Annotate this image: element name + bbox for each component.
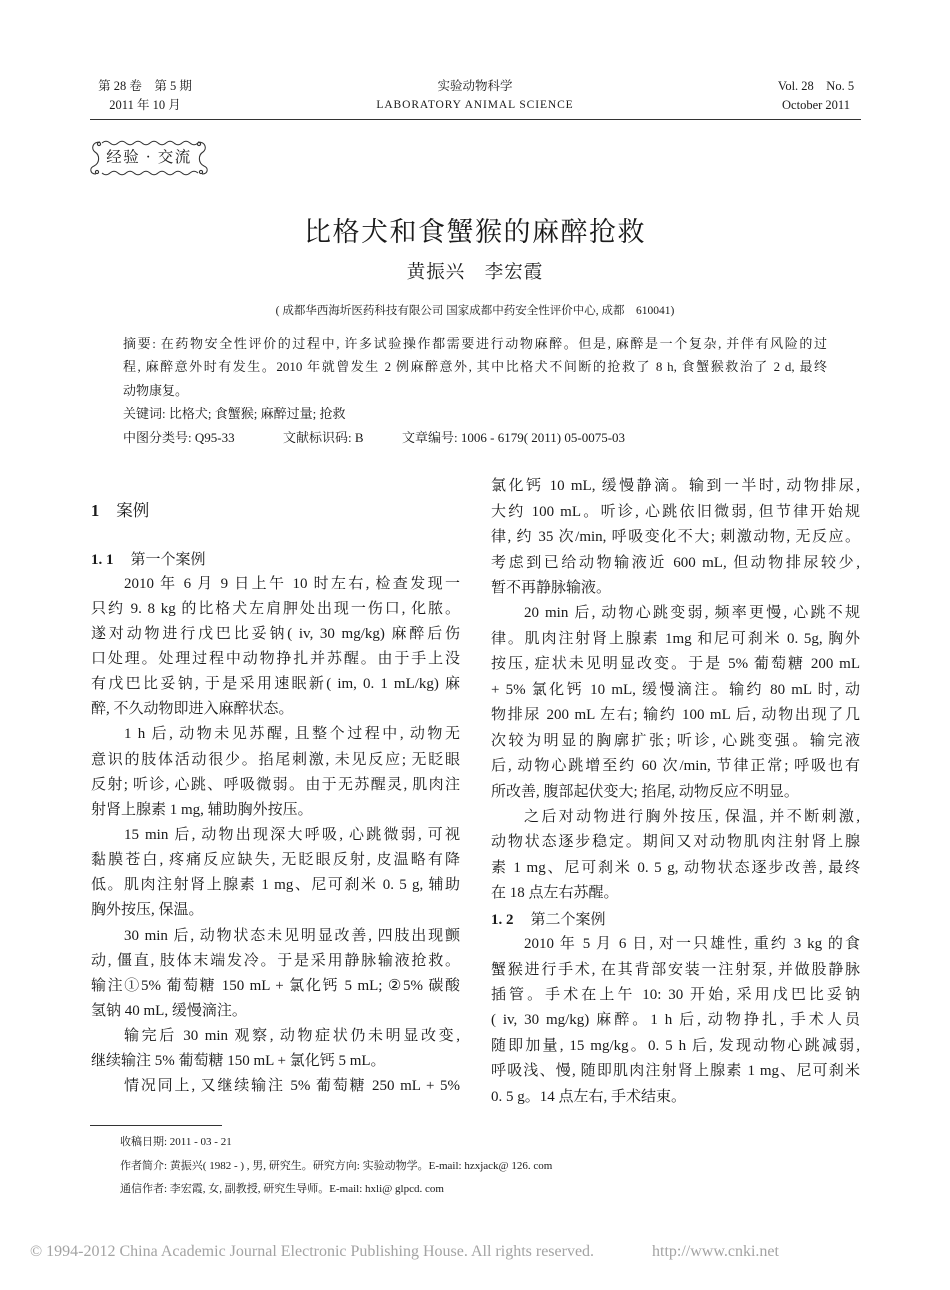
text-line: 次较为明显的胸廓扩张; 听诊, 心跳变强。输完液	[491, 732, 860, 749]
subsection-number: 1. 2	[491, 911, 514, 928]
text-line: 反射; 听诊, 心跳、呼吸微弱。由于无苏醒灵, 肌肉注	[91, 776, 460, 793]
paragraph	[91, 1074, 460, 1099]
text-line: 2010 年 5 月 6 日, 对一只雄性, 重约 3 kg 的食	[524, 936, 860, 953]
text-line: 氯化钙 10 mL, 缓慢静滴。输到一半时, 动物排尿,	[491, 478, 860, 495]
footnote-author-bio: 作者简介: 黄振兴( 1982 - ) , 男, 研究生。研究方向: 实验动物学。E-mail: hzxjack@ 126. com	[120, 1159, 553, 1172]
text-line: 考虑到已给动物输液近 600 mL, 但动物排尿较少,	[491, 554, 860, 571]
text-line: ( iv, 30 mg/kg) 麻醉。1 h 后, 动物挣扎, 手术人员	[491, 1012, 860, 1029]
text-line: 动物状态逐步稳定。期间又对动物肌肉注射肾上腺	[491, 834, 860, 851]
header-journal-name	[325, 77, 625, 115]
subsection-heading	[491, 907, 860, 932]
keywords: 关键词: 比格犬; 食蟹猴; 麻醉过量; 抢救	[123, 406, 346, 421]
document-code: 文献标识码: B	[283, 429, 364, 445]
paragraph	[91, 1024, 460, 1074]
text-line: 只约 9. 8 kg 的比格犬左肩胛处出现一伤口, 化脓。	[91, 600, 460, 617]
abstract-block	[123, 332, 827, 450]
text-line: 在 18 点左右苏醒。	[491, 885, 619, 902]
text-line: 所改善, 腹部起伏变大; 掐尾, 动物反应不明显。	[491, 783, 799, 800]
article-title: 比格犬和食蟹猴的麻醉抢救	[304, 217, 646, 247]
author-affiliation: ( 成都华西海圻医药科技有限公司 国家成都中药安全性评价中心, 成都 610041)	[275, 305, 675, 317]
paragraph	[91, 924, 460, 1025]
header-volume-issue: 第 28 卷 第 5 期	[98, 79, 192, 93]
article-number: 文章编号: 1006 - 6179( 2011) 05-0075-03	[402, 429, 626, 445]
text-line: 氢钠 40 mL, 缓慢滴注。	[91, 1003, 247, 1020]
text-line: + 5% 氯化钙 10 mL, 缓慢滴注。输约 80 mL 时, 动	[491, 681, 860, 698]
paragraph	[491, 932, 860, 1110]
footnote-corresponding-author: 通信作者: 李宏霞, 女, 副教授, 研究生导师。E-mail: hxli@ glpcd. com	[120, 1183, 444, 1195]
text-line: 醉, 不久动物即进入麻醉状态。	[91, 701, 294, 718]
footnotes	[120, 1131, 552, 1202]
abstract-line: 动物康复。	[123, 382, 189, 398]
text-line: 0. 5 g。14 点左右, 手术结束。	[491, 1088, 687, 1105]
text-line: 继续输注 5% 葡萄糖 150 mL + 氯化钙 5 mL。	[91, 1053, 386, 1070]
journal-name-cn: 实验动物科学	[437, 79, 513, 93]
text-line: 意识的肢体活动很少。掐尾刺激, 未见反应; 无眨眼	[91, 751, 460, 768]
text-line: 插管。手术在上午 10: 30 开始, 采用戊巴比妥钠	[491, 987, 860, 1004]
paragraph	[91, 722, 460, 823]
text-line: 情况同上, 又继续输注 5% 葡萄糖 250 mL + 5%	[124, 1078, 460, 1095]
header-date-cn: 2011 年 10 月	[109, 98, 181, 112]
text-line: 15 min 后, 动物出现深大呼吸, 心跳微弱, 可视	[124, 827, 460, 844]
clc-number: 中图分类号: Q95-33	[123, 429, 235, 445]
copyright-watermark: © 1994-2012 China Academic Journal Electronic Publishing House. All rights reserved.	[30, 1243, 595, 1260]
header-issue-info	[86, 77, 204, 115]
text-line: 射肾上腺素 1 mg, 辅助胸外按压。	[91, 801, 313, 818]
subsection-heading-text: 第二个案例	[530, 909, 606, 928]
text-line: 后, 动物心跳增至约 60 次/min, 节律正常; 呼吸也有	[491, 758, 860, 775]
text-line: 之后对动物进行胸外按压, 保温, 并不断刺激,	[524, 808, 860, 825]
header-rule	[90, 119, 861, 120]
text-line: 遂对动物进行戊巴比妥钠( iv, 30 mg/kg) 麻醉后伤	[91, 625, 460, 642]
text-line: 大约 100 mL。听诊, 心跳依旧微弱, 但节律开始规	[491, 503, 860, 520]
paragraph	[491, 474, 860, 601]
footnote-rule	[90, 1125, 222, 1126]
text-line: 素 1 mg、尼可刹米 0. 5 g, 动物状态逐步改善, 最终	[491, 859, 860, 876]
section-heading	[91, 498, 460, 523]
body-column-left	[91, 498, 460, 1100]
text-line: 30 min 后, 动物状态未见明显改善, 四肢出现颤	[124, 927, 460, 944]
text-line: 输完后 30 min 观察, 动物症状仍未明显改变,	[124, 1028, 460, 1045]
body-column-right	[491, 474, 860, 1110]
text-line: 蟹猴进行手术, 在其背部安装一注射泵, 并做股静脉	[491, 961, 860, 978]
text-line: 物排尿 200 mL 左右; 输约 100 mL 后, 动物出现了几	[491, 707, 860, 724]
text-line: 随即加量, 15 mg/kg。0. 5 h 后, 发现动物心跳减弱,	[491, 1037, 860, 1054]
section-tag-label: 经验 · 交流	[106, 149, 192, 166]
text-line: 口处理。处理过程中动物挣扎并苏醒。由于手上没	[91, 651, 460, 668]
journal-name-en: LABORATORY ANIMAL SCIENCE	[376, 99, 574, 111]
header-date-en: October 2011	[782, 98, 850, 112]
watermark-url: http://www.cnki.net	[652, 1243, 779, 1260]
paragraph	[91, 823, 460, 924]
text-line: 动, 僵直, 肢体末端发冷。于是采用静脉输液抢救。	[91, 952, 460, 969]
text-line: 有戊巴比妥钠, 于是采用速眠新( im, 0. 1 mL/kg) 麻	[91, 676, 460, 693]
text-line: 输注①5% 葡萄糖 150 mL + 氯化钙 5 mL; ②5% 碳酸	[91, 977, 460, 994]
classification-line	[123, 426, 827, 450]
paragraph	[491, 601, 860, 805]
paragraph	[491, 805, 860, 907]
text-line: 律, 约 35 次/min, 呼吸变化不大; 刺激动物, 无反应。	[491, 529, 860, 546]
text-line: 黏膜苍白, 疼痛反应缺失, 无眨眼反射, 皮温略有降	[91, 852, 460, 869]
subsection-number: 1. 1	[91, 551, 114, 568]
paragraph	[91, 572, 460, 723]
section-number: 1	[91, 500, 100, 520]
text-line: 1 h 后, 动物未见苏醒, 且整个过程中, 动物无	[124, 726, 460, 743]
header-volume-info-en	[766, 77, 866, 115]
subsection-heading-text: 第一个案例	[130, 549, 206, 568]
text-line: 低。肌肉注射肾上腺素 1 mg、尼可刹米 0. 5 g, 辅助	[91, 877, 460, 894]
text-line: 呼吸浅、慢, 随即肌肉注射肾上腺素 1 mg、尼可刹米	[491, 1063, 860, 1080]
article-authors: 黄振兴 李宏霞	[406, 263, 544, 283]
text-line: 20 min 后, 动物心跳变弱, 频率更慢, 心跳不规	[524, 605, 860, 622]
abstract-line: 摘要: 在药物安全性评价的过程中, 许多试验操作都需要进行动物麻醉。但是, 麻醉是一个复杂, 并伴有风险的过	[123, 335, 827, 351]
subsection-heading	[91, 547, 460, 572]
footnote-received-date: 收稿日期: 2011 - 03 - 21	[120, 1136, 232, 1148]
header-vol-no: Vol. 28 No. 5	[777, 79, 855, 93]
text-line: 胸外按压, 保温。	[91, 902, 204, 919]
text-line: 暂不再静脉输液。	[491, 580, 612, 597]
text-line: 2010 年 6 月 9 日上午 10 时左右, 检查发现一	[124, 575, 460, 592]
text-line: 按压, 症状未见明显改变。于是 5% 葡萄糖 200 mL	[491, 656, 860, 673]
section-heading-text: 案例	[116, 500, 150, 520]
section-tag	[86, 137, 212, 179]
text-line: 律。肌肉注射肾上腺素 1mg 和尼可刹米 0. 5g, 胸外	[491, 630, 860, 647]
abstract-line: 程, 麻醉意外时有发生。2010 年就曾发生 2 例麻醉意外, 其中比格犬不间断的抢救了 8 h, 食蟹猴救治了 2 d, 最终	[123, 359, 827, 374]
